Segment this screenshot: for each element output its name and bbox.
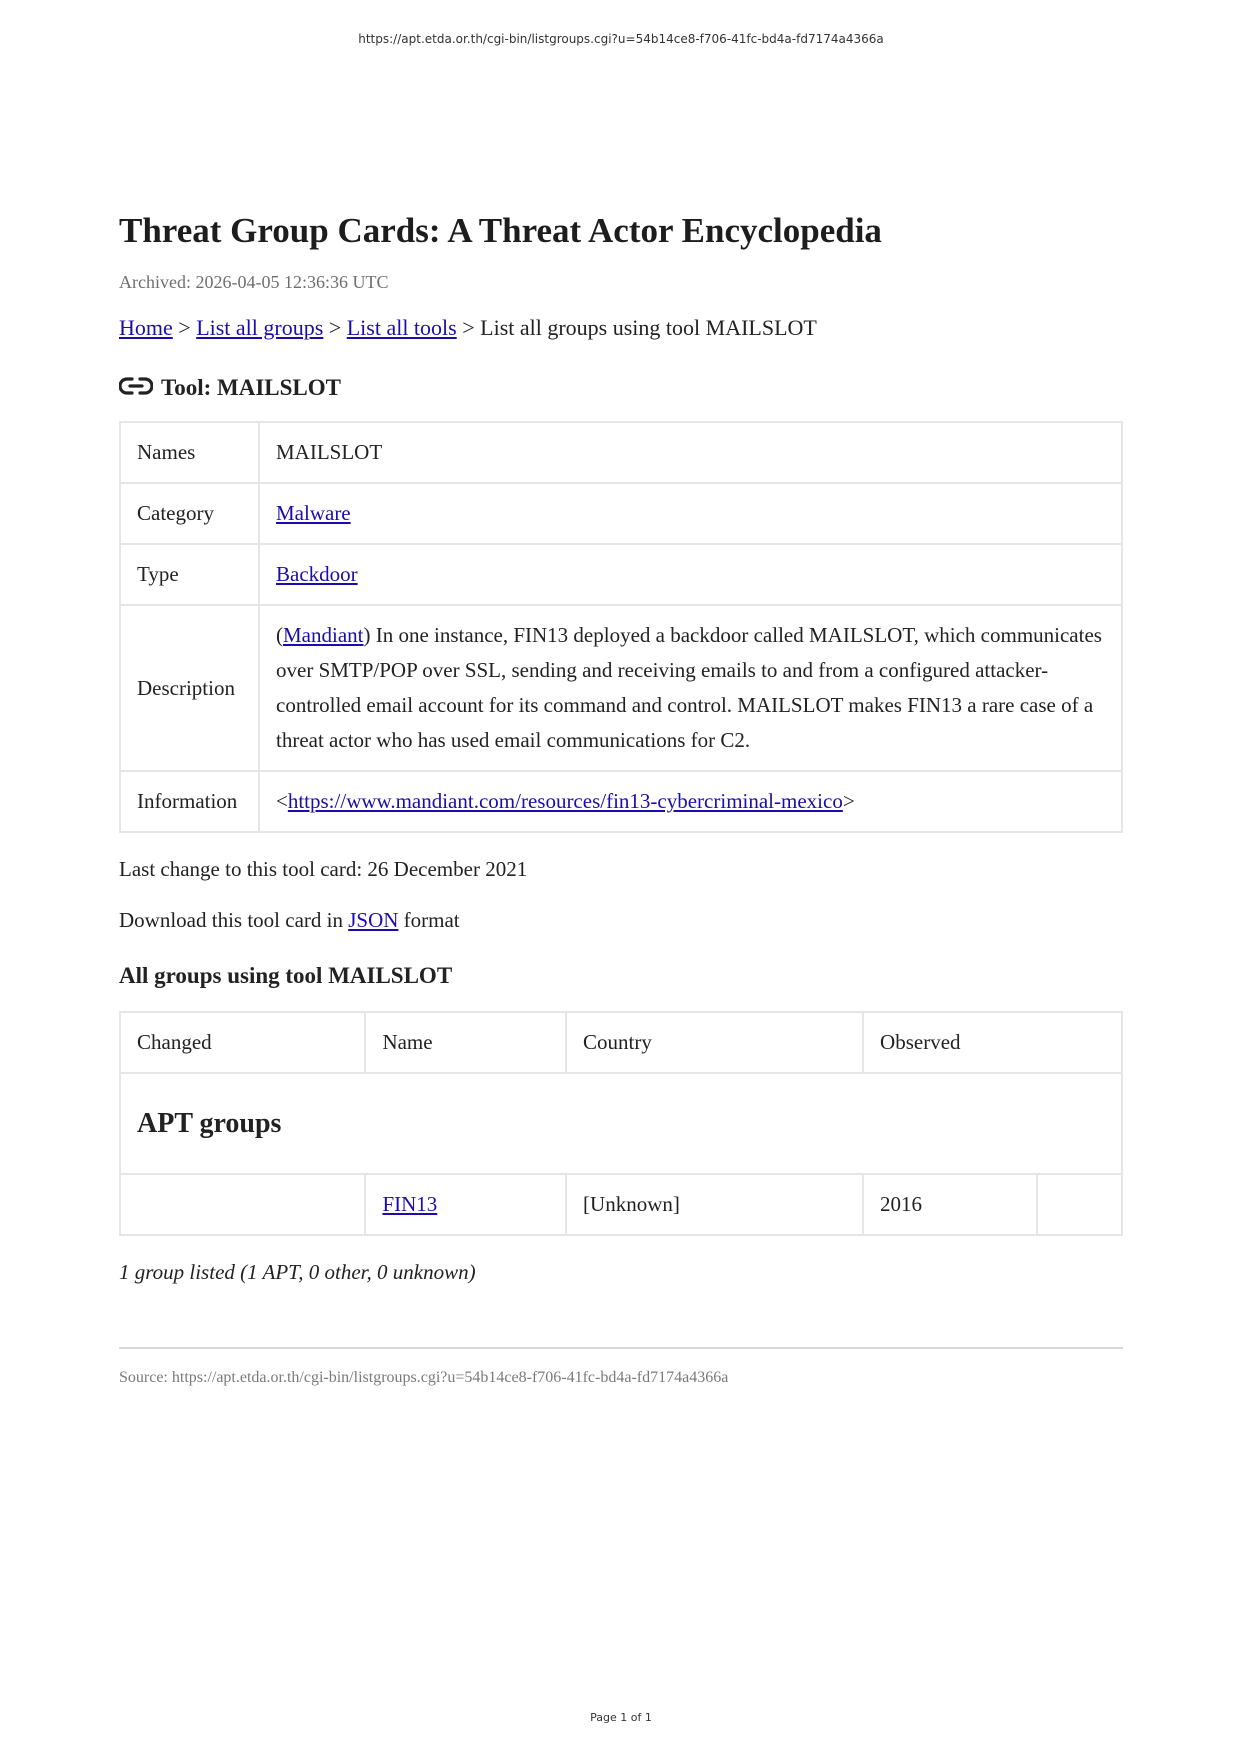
breadcrumb-separator: > — [172, 315, 197, 340]
breadcrumb-current: List all groups using tool MAILSLOT — [480, 315, 817, 340]
row-changed — [120, 1174, 365, 1235]
tool-info-table — [119, 421, 1123, 833]
print-header-url: https://apt.etda.or.th/cgi-bin/listgroups.cgi?u=54b14ce8-f706-41fc-bd4a-fd7174a4366a — [358, 32, 884, 46]
groups-table — [119, 1011, 1123, 1236]
download-prefix: Download this tool card in — [119, 908, 349, 932]
names-label: Names — [120, 422, 259, 483]
footer-divider — [119, 1347, 1123, 1349]
information-cell — [259, 771, 1122, 832]
group-fin13-link[interactable]: FIN13 — [382, 1192, 438, 1216]
download-line — [119, 908, 1123, 933]
type-cell — [259, 544, 1122, 605]
information-label: Information — [120, 771, 259, 832]
breadcrumb-home-link[interactable]: Home — [119, 315, 173, 340]
breadcrumb — [119, 315, 1123, 341]
description-cell — [259, 605, 1122, 771]
row-extra — [1037, 1174, 1122, 1235]
page-title: Threat Group Cards: A Threat Actor Encyclopedia — [119, 211, 882, 250]
category-link[interactable]: Malware — [276, 501, 351, 525]
page-content — [119, 210, 1123, 1387]
download-suffix: format — [398, 908, 460, 932]
section-row — [120, 1073, 1122, 1174]
header-country: Country — [566, 1012, 863, 1073]
mandiant-source-link[interactable]: Mandiant — [283, 623, 364, 647]
category-label: Category — [120, 483, 259, 544]
information-link[interactable]: https://www.mandiant.com/resources/fin13-cybercriminal-mexico — [287, 789, 843, 813]
header-name: Name — [365, 1012, 566, 1073]
info-bracket-close: > — [842, 789, 855, 813]
table-row — [120, 605, 1122, 771]
info-bracket-open: < — [276, 789, 288, 813]
table-row — [120, 544, 1122, 605]
page-number: Page 1 of 1 — [590, 1711, 652, 1724]
table-row — [120, 483, 1122, 544]
groups-summary: 1 group listed (1 APT, 0 other, 0 unknown) — [119, 1260, 476, 1284]
header-changed: Changed — [120, 1012, 365, 1073]
type-label: Type — [120, 544, 259, 605]
groups-heading: All groups using tool MAILSLOT — [119, 963, 453, 988]
tool-heading — [119, 373, 1123, 399]
row-country: [Unknown] — [566, 1174, 863, 1235]
source-url: Source: https://apt.etda.or.th/cgi-bin/listgroups.cgi?u=54b14ce8-f706-41fc-bd4a-fd7174a4366a — [119, 1369, 729, 1386]
tool-title: Tool: MAILSLOT — [161, 375, 342, 400]
breadcrumb-groups-link[interactable]: List all groups — [196, 315, 324, 340]
category-cell — [259, 483, 1122, 544]
link-icon — [119, 373, 153, 399]
row-name-cell — [365, 1174, 566, 1235]
archived-timestamp: Archived: 2026-04-05 12:36:36 UTC — [119, 272, 389, 292]
last-change: Last change to this tool card: 26 December 2021 — [119, 857, 528, 881]
row-observed: 2016 — [863, 1174, 1037, 1235]
json-download-link[interactable]: JSON — [348, 908, 399, 932]
description-paren: ( — [276, 623, 283, 647]
type-link[interactable]: Backdoor — [276, 562, 358, 586]
breadcrumb-separator: > — [456, 315, 481, 340]
apt-groups-section-title: APT groups — [120, 1073, 1122, 1174]
breadcrumb-separator: > — [323, 315, 347, 340]
table-row — [120, 1174, 1122, 1235]
table-row — [120, 422, 1122, 483]
table-header-row — [120, 1012, 1122, 1073]
header-observed: Observed — [863, 1012, 1122, 1073]
description-label: Description — [120, 605, 259, 771]
names-value: MAILSLOT — [259, 422, 1122, 483]
table-row — [120, 771, 1122, 832]
breadcrumb-tools-link[interactable]: List all tools — [346, 315, 457, 340]
description-text: ) In one instance, FIN13 deployed a backdoor called MAILSLOT, which communicates over SMTP/POP over SSL, sending and receiving emails to and from a configured attacker-controlled email account for its command and control. MAILSLOT makes FIN13 a rare case of a threat actor who has used email communications for C2. — [276, 623, 1102, 752]
